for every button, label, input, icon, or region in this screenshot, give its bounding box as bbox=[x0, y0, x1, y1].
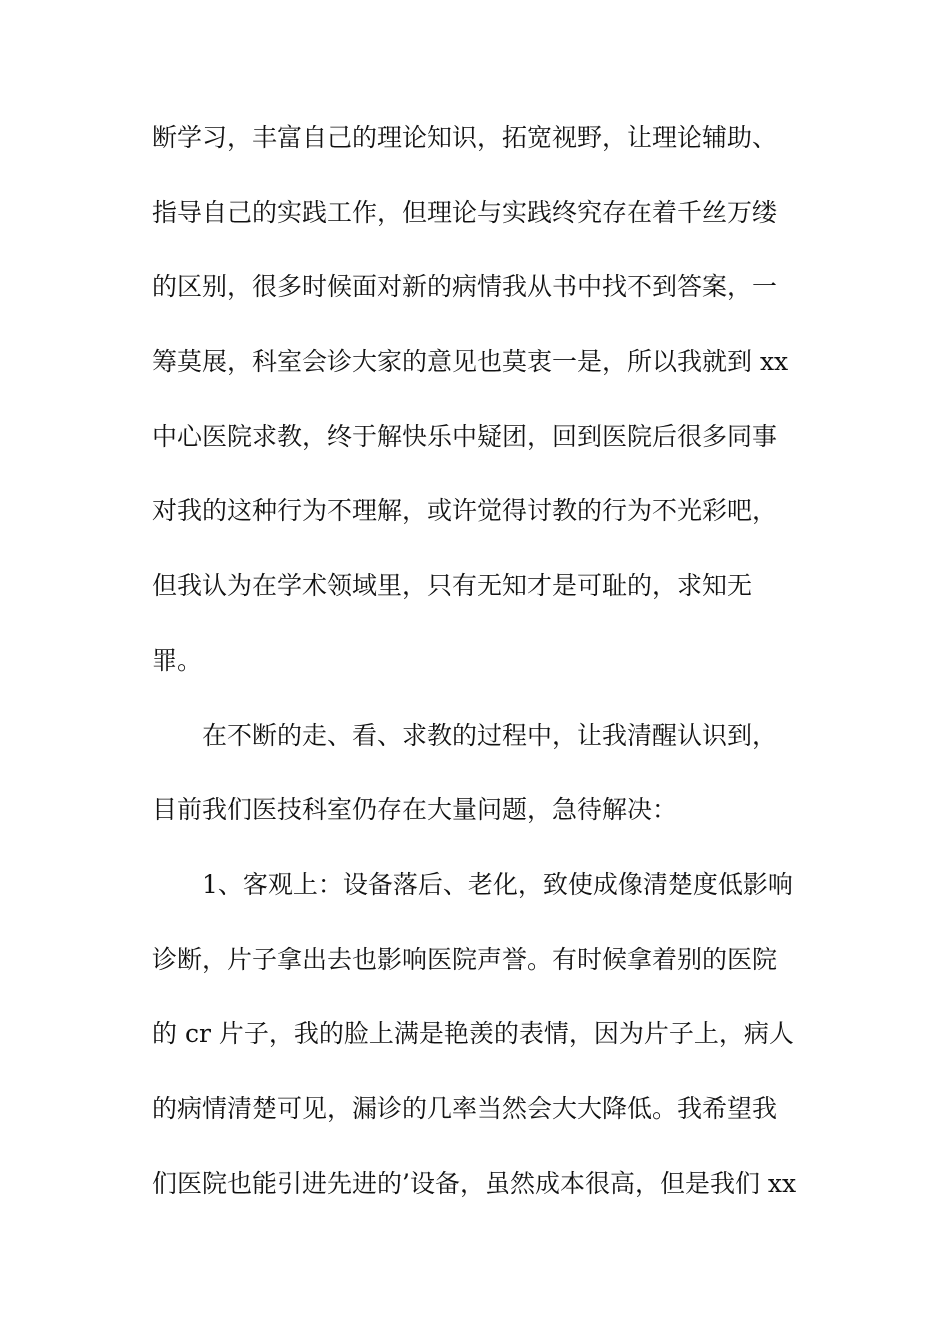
text-line: 的 cr 片子，我的脸上满是艳羡的表情，因为片子上，病人 bbox=[152, 1019, 794, 1049]
text-line: 断学习，丰富自己的理论知识，拓宽视野，让理论辅助、 bbox=[152, 123, 778, 152]
text-line: 指导自己的实践工作，但理论与实践终究存在着千丝万缕 bbox=[152, 197, 778, 227]
text-line: 但我认为在学术领域里，只有无知才是可耻的，求知无 bbox=[152, 571, 753, 601]
text-line: 目前我们医技科室仍存在大量问题，急待解决： bbox=[152, 795, 678, 825]
text-line: 筹莫展，科室会诊大家的意见也莫衷一是，所以我就到 xx bbox=[152, 347, 789, 377]
text-line: 对我的这种行为不理解，或许觉得讨教的行为不光彩吧， bbox=[152, 496, 778, 526]
text-line: 们医院也能引进先进的’设备，虽然成本很高，但是我们 xx bbox=[152, 1168, 797, 1198]
text-line: 罪。 bbox=[152, 645, 203, 675]
paragraph-start-line: 1、客观上：设备落后、老化，致使成像清楚度低影响 bbox=[202, 869, 793, 899]
text-line: 的区别，很多时候面对新的病情我从书中找不到答案，一 bbox=[152, 272, 778, 302]
text-line: 中心医院求教，终于解快乐中疑团，回到医院后很多同事 bbox=[152, 421, 778, 451]
document-body bbox=[152, 118, 812, 1238]
text-line: 的病情清楚可见，漏诊的几率当然会大大降低。我希望我 bbox=[152, 1093, 778, 1123]
paragraph-start-line: 在不断的走、看、求教的过程中，让我清醒认识到， bbox=[202, 720, 778, 750]
text-line: 诊断，片子拿出去也影响医院声誉。有时候拿着别的医院 bbox=[152, 944, 778, 974]
